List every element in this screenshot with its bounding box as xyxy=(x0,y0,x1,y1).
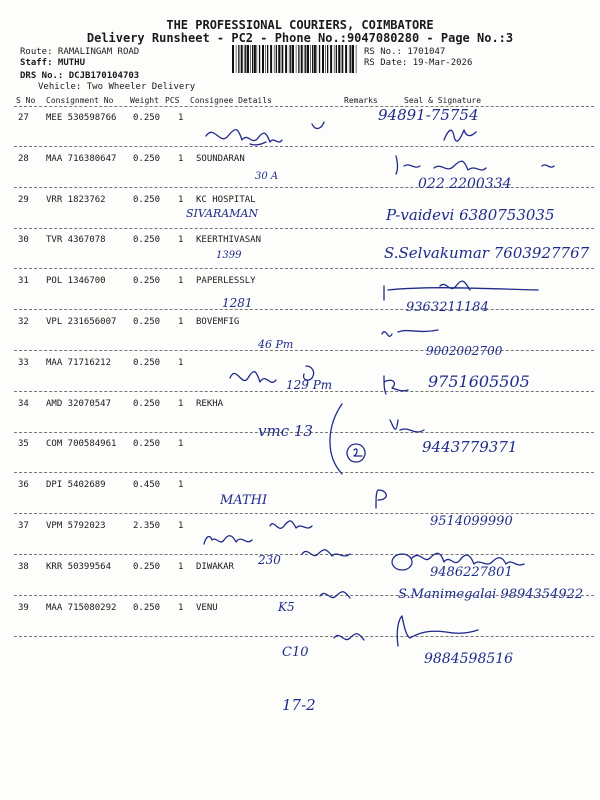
handwritten-phone: 9751605505 xyxy=(428,372,530,391)
row-pcs: 1 xyxy=(178,561,184,572)
row-weight: 0.250 xyxy=(133,439,161,450)
barcode-bar xyxy=(334,45,335,73)
col-header-weight: Weight xyxy=(130,96,159,105)
handwritten-phone: 9884598516 xyxy=(424,651,514,667)
handwritten-note: 129 Pm xyxy=(286,378,333,392)
row-pcs: 1 xyxy=(178,480,184,491)
handwritten-phone: 94891-75754 xyxy=(378,106,479,124)
barcode-bar xyxy=(319,45,320,73)
table-row xyxy=(0,597,600,637)
signature-scribble xyxy=(378,320,448,342)
row-sno: 36 xyxy=(18,480,29,491)
barcode-bar xyxy=(304,45,305,73)
row-weight: 0.250 xyxy=(133,561,161,572)
vehicle-text: Vehicle: Two Wheeler Delivery xyxy=(38,82,196,92)
handwritten-phone: 9443779371 xyxy=(422,438,518,456)
row-consignment-number: KRR 50399564 xyxy=(46,561,112,572)
row-weight: 2.350 xyxy=(133,521,161,531)
handwritten-phone: 9002002700 xyxy=(426,344,503,358)
row-consignment-number: MAA 716380647 xyxy=(46,153,117,164)
barcode-bar xyxy=(349,45,350,73)
signature-scribble xyxy=(380,280,540,304)
row-consignee: VENU xyxy=(196,602,218,613)
barcode-bar xyxy=(292,45,294,73)
row-weight: 0.250 xyxy=(133,235,161,246)
row-sno: 39 xyxy=(18,602,29,613)
handwritten-note: C10 xyxy=(282,645,309,660)
handwritten-phone: 9514099990 xyxy=(430,514,513,529)
rs-date: RS Date: 19-Mar-2026 xyxy=(364,58,473,68)
row-sno: 27 xyxy=(18,113,29,123)
signature-scribble xyxy=(380,372,420,396)
barcode-bar xyxy=(247,45,249,73)
barcode-bar xyxy=(327,45,328,73)
row-pcs: 1 xyxy=(178,398,184,409)
row-consignee: PAPERLESSLY xyxy=(196,276,256,287)
barcode-bar xyxy=(259,45,260,73)
handwritten-note: 1281 xyxy=(222,296,253,310)
handwritten-note: 46 Pm xyxy=(258,338,294,351)
row-consignment-number: POL 1346700 xyxy=(46,276,106,287)
barcode-bar xyxy=(322,45,324,73)
barcode-bar xyxy=(270,45,272,73)
row-weight: 0.250 xyxy=(133,153,161,164)
col-header-remarks: Remarks xyxy=(344,96,378,105)
handwritten-signature: P-vaidevi 6380753035 xyxy=(386,206,555,224)
barcode-bar xyxy=(298,45,299,73)
signature-scribble xyxy=(298,542,358,562)
barcode-bar xyxy=(274,45,275,73)
row-pcs: 1 xyxy=(178,521,184,531)
barcode-bar xyxy=(232,45,234,73)
barcode-bar xyxy=(345,45,347,73)
barcode-bar xyxy=(244,45,245,73)
row-weight: 0.250 xyxy=(133,602,161,613)
barcode-bar xyxy=(257,45,258,73)
barcode-bar xyxy=(241,45,243,73)
barcode-bar xyxy=(305,45,306,73)
row-pcs: 1 xyxy=(178,194,184,205)
row-sno: 31 xyxy=(18,276,29,287)
handwritten-note: 1399 xyxy=(216,250,242,261)
barcode-bar xyxy=(281,45,282,73)
col-header-consignee: Consignee Details xyxy=(190,96,272,105)
col-header-pcs: PCS xyxy=(165,96,180,105)
row-consignee: SOUNDARAN xyxy=(196,153,245,164)
handwritten-phone: 9486227801 xyxy=(430,565,513,580)
company-title: THE PROFESSIONAL COURIERS, COIMBATORE xyxy=(166,18,434,32)
signature-scribble xyxy=(388,540,568,570)
barcode-bar xyxy=(236,45,237,73)
row-consignee: KEERTHIVASAN xyxy=(196,235,262,246)
runsheet-subtitle: Delivery Runsheet - PC2 - Phone No.:9047080280 - Page No.:3 xyxy=(86,31,514,45)
barcode-bar xyxy=(267,45,268,73)
handwritten-phone: 022 2200334 xyxy=(418,176,512,192)
drs-number: DRS No.: DCJB170104703 xyxy=(20,71,140,81)
route-text: Route: RAMALINGAM ROAD xyxy=(20,47,140,57)
row-pcs: 1 xyxy=(178,357,184,368)
row-divider xyxy=(14,636,594,637)
barcode-bar xyxy=(330,45,332,73)
row-consignee: BOVEMFIG xyxy=(196,317,240,327)
handwritten-note: 30 A xyxy=(255,171,279,182)
signature-scribble xyxy=(316,584,366,602)
row-pcs: 1 xyxy=(178,113,184,123)
row-consignment-number: AMD 32070547 xyxy=(46,398,112,409)
barcode-bar xyxy=(314,45,316,73)
row-consignment-number: MEE 530598766 xyxy=(46,113,117,123)
handwritten-note: SIVARAMAN xyxy=(186,207,259,220)
handwritten-signature: S.Manimegalai 9894354922 xyxy=(398,587,584,602)
row-weight: 0.250 xyxy=(133,398,161,409)
row-pcs: 1 xyxy=(178,602,184,613)
row-sno: 32 xyxy=(18,317,29,327)
row-weight: 0.450 xyxy=(133,480,161,491)
row-weight: 0.250 xyxy=(133,194,161,205)
signature-scribble xyxy=(330,626,380,644)
staff-text: Staff: MUTHU xyxy=(20,58,86,68)
signature-scribble xyxy=(226,358,336,388)
barcode-bar xyxy=(310,45,311,73)
barcode-bar xyxy=(262,45,264,73)
row-consignee: REKHA xyxy=(196,398,224,409)
row-pcs: 1 xyxy=(178,276,184,287)
row-sno: 28 xyxy=(18,153,29,164)
barcode-bar xyxy=(336,45,337,73)
row-sno: 38 xyxy=(18,561,29,572)
handwritten-note: 17-2 xyxy=(282,696,316,714)
barcode-bar xyxy=(282,45,283,73)
col-header-consignment: Consignment No xyxy=(46,96,114,105)
barcode-bar xyxy=(238,45,239,73)
row-consignment-number: VRR 1823762 xyxy=(46,194,106,205)
row-consignee: KC HOSPITAL xyxy=(196,194,256,205)
row-consignment-number: VPL 231656007 xyxy=(46,317,117,327)
handwritten-signature: S.Selvakumar 7603927767 xyxy=(384,244,590,262)
barcode-image xyxy=(232,45,358,73)
barcode-bar xyxy=(338,45,340,73)
row-consignment-number: MAA 71716212 xyxy=(46,357,112,368)
row-weight: 0.250 xyxy=(133,113,161,123)
handwritten-phone: 9363211184 xyxy=(406,300,489,315)
handwritten-note: MATHI xyxy=(220,493,268,508)
barcode-bar xyxy=(307,45,309,73)
col-header-sno: S No xyxy=(16,96,36,105)
table-row xyxy=(0,311,600,351)
barcode-bar xyxy=(245,45,246,73)
row-sno: 35 xyxy=(18,439,29,450)
row-consignment-number: MAA 715080292 xyxy=(46,602,117,613)
barcode-bar xyxy=(296,45,297,73)
row-sno: 34 xyxy=(18,398,29,409)
barcode-bar xyxy=(352,45,354,73)
row-pcs: 1 xyxy=(178,153,184,164)
signature-scribble xyxy=(320,400,430,480)
signature-scribble xyxy=(200,120,340,160)
row-sno: 33 xyxy=(18,357,29,368)
barcode-bar xyxy=(276,45,277,73)
row-consignment-number: TVR 4367078 xyxy=(46,235,106,246)
barcode-bar xyxy=(252,45,253,73)
row-consignment-number: DPI 5402689 xyxy=(46,480,106,491)
barcode-bar xyxy=(325,45,326,73)
row-consignment-number: COM 700584961 xyxy=(46,439,117,450)
signature-scribble xyxy=(392,612,482,652)
handwritten-note: vmc 13 xyxy=(258,422,313,440)
row-consignment-number: VPM 5792023 xyxy=(46,521,106,531)
row-pcs: 1 xyxy=(178,317,184,327)
row-pcs: 1 xyxy=(178,235,184,246)
row-consignee: DIWAKAR xyxy=(196,561,234,572)
barcode-bar xyxy=(290,45,291,73)
barcode-bar xyxy=(342,45,343,73)
barcode-bar xyxy=(265,45,266,73)
row-weight: 0.250 xyxy=(133,357,161,368)
barcode-bar xyxy=(254,45,256,73)
barcode-bar xyxy=(301,45,303,73)
barcode-bar xyxy=(285,45,287,73)
row-sno: 30 xyxy=(18,235,29,246)
handwritten-note: 230 xyxy=(258,553,281,567)
barcode-bar xyxy=(341,45,342,73)
row-weight: 0.250 xyxy=(133,276,161,287)
table-row xyxy=(0,474,600,514)
signature-scribble xyxy=(440,124,480,146)
barcode-bar xyxy=(289,45,290,73)
barcode-bar xyxy=(350,45,351,73)
row-sno: 29 xyxy=(18,194,29,205)
handwritten-note: K5 xyxy=(278,600,295,614)
signature-scribble xyxy=(370,486,450,516)
signature-scribble xyxy=(392,150,572,180)
row-pcs: 1 xyxy=(178,439,184,450)
barcode-bar xyxy=(312,45,313,73)
barcode-bar xyxy=(356,45,357,73)
col-header-seal: Seal & Signature xyxy=(404,96,482,105)
barcode-bar xyxy=(317,45,318,73)
row-weight: 0.250 xyxy=(133,317,161,327)
rs-number: RS No.: 1701047 xyxy=(364,47,446,57)
barcode-bar xyxy=(250,45,251,73)
row-sno: 37 xyxy=(18,521,29,531)
barcode-bar xyxy=(278,45,280,73)
